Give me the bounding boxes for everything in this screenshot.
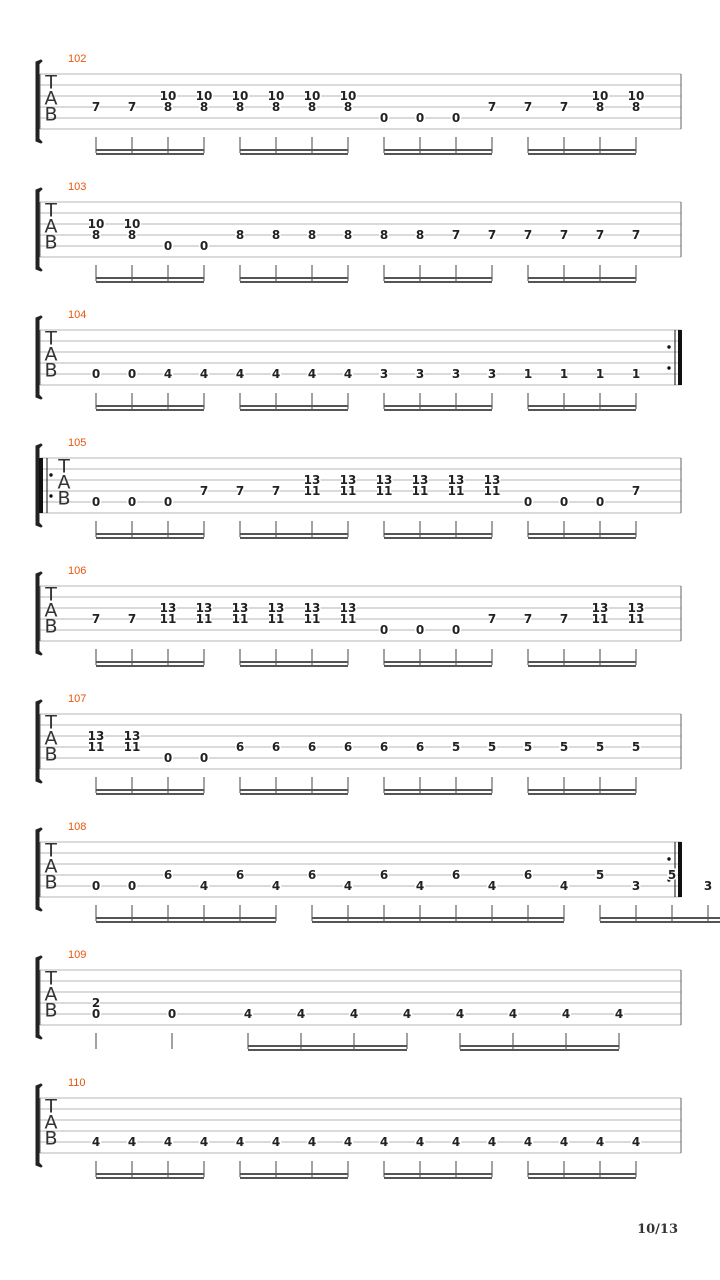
fret-number: 11 (411, 484, 429, 498)
fret-number: 7 (595, 228, 605, 242)
system-bracket (36, 188, 42, 271)
fret-number: 10 (123, 217, 141, 231)
measure-number: 103 (68, 181, 87, 193)
measure-number: 104 (68, 309, 87, 321)
fret-number: 10 (339, 89, 357, 103)
fret-number: 11 (303, 612, 321, 626)
fret-number: 7 (487, 100, 497, 114)
beam (96, 789, 204, 791)
measure-number: 106 (68, 565, 87, 577)
beam (384, 789, 492, 791)
measure-number: 105 (68, 437, 87, 449)
beam (96, 1173, 204, 1175)
fret-number: 0 (595, 495, 605, 509)
beam (96, 153, 204, 155)
system-bracket (36, 60, 42, 143)
beam (384, 533, 492, 535)
fret-number: 8 (235, 228, 245, 242)
beam (240, 409, 348, 411)
beam (384, 1177, 492, 1179)
fret-number: 13 (339, 473, 357, 487)
fret-number: 4 (243, 1007, 253, 1021)
fret-number: 11 (195, 612, 213, 626)
beam (240, 1177, 348, 1179)
fret-number: 13 (627, 601, 645, 615)
fret-number: 10 (303, 89, 321, 103)
tab-clef-letter: A (44, 343, 58, 366)
fret-number: 5 (667, 868, 677, 882)
system-bracket (36, 956, 42, 1039)
tab-system (36, 821, 720, 923)
fret-number: 7 (487, 228, 497, 242)
fret-number: 8 (631, 100, 641, 114)
fret-number: 4 (163, 367, 173, 381)
fret-number: 6 (415, 740, 425, 754)
beam (240, 149, 348, 151)
fret-number: 1 (595, 367, 605, 381)
beam (528, 537, 636, 539)
fret-number: 4 (415, 1135, 425, 1149)
fret-number: 13 (339, 601, 357, 615)
tab-clef-letter: T (45, 711, 57, 734)
fret-number: 3 (379, 367, 389, 381)
measure-number: 109 (68, 949, 87, 961)
fret-number: 8 (163, 100, 173, 114)
tab-clef-letter: B (44, 615, 58, 638)
beam (240, 537, 348, 539)
fret-number: 11 (375, 484, 393, 498)
repeat-dot (49, 494, 52, 497)
beam (384, 537, 492, 539)
tab-clef-letter: B (44, 871, 58, 894)
beam (528, 1177, 636, 1179)
fret-number: 4 (559, 879, 569, 893)
system-bracket (36, 316, 42, 399)
tab-system (36, 693, 681, 795)
fret-number: 0 (91, 495, 101, 509)
fret-number: 13 (411, 473, 429, 487)
tab-clef-letter: B (57, 487, 71, 510)
fret-number: 0 (451, 623, 461, 637)
fret-number: 8 (235, 100, 245, 114)
fret-number: 4 (307, 1135, 317, 1149)
fret-number: 4 (415, 879, 425, 893)
beam (600, 917, 720, 919)
repeat-end-thick-bar (678, 842, 682, 897)
beam (312, 921, 564, 923)
tab-system (36, 565, 681, 667)
fret-number: 6 (307, 740, 317, 754)
fret-number: 5 (595, 740, 605, 754)
tab-clef-letter: T (45, 1095, 57, 1118)
fret-number: 13 (483, 473, 501, 487)
fret-number: 8 (307, 228, 317, 242)
fret-number: 7 (631, 228, 641, 242)
fret-number: 8 (379, 228, 389, 242)
fret-number: 7 (523, 228, 533, 242)
fret-number: 4 (559, 1135, 569, 1149)
fret-number: 4 (127, 1135, 137, 1149)
beam (384, 405, 492, 407)
fret-number: 3 (631, 879, 641, 893)
measure-number: 107 (68, 693, 87, 705)
beam (96, 917, 276, 919)
tab-clef-letter: T (58, 455, 70, 478)
measure-number: 102 (68, 53, 87, 65)
fret-number: 7 (451, 228, 461, 242)
repeat-dot (667, 857, 670, 860)
fret-number: 10 (591, 89, 609, 103)
beam (240, 405, 348, 407)
beam (384, 281, 492, 283)
measure-number: 108 (68, 821, 87, 833)
fret-number: 4 (235, 367, 245, 381)
tab-clef-letter: A (57, 471, 71, 494)
fret-number: 4 (163, 1135, 173, 1149)
tab-clef-letter: T (45, 839, 57, 862)
tab-clef-letter: A (44, 1111, 58, 1134)
fret-number: 6 (523, 868, 533, 882)
fret-number: 7 (91, 612, 101, 626)
tab-system (36, 1077, 681, 1179)
beam (384, 149, 492, 151)
beam (96, 405, 204, 407)
beam (240, 661, 348, 663)
fret-number: 3 (703, 879, 713, 893)
fret-number: 6 (307, 868, 317, 882)
fret-number: 11 (483, 484, 501, 498)
fret-number: 10 (159, 89, 177, 103)
fret-number: 7 (199, 484, 209, 498)
repeat-dot (667, 345, 670, 348)
beam (528, 1173, 636, 1175)
fret-number: 13 (375, 473, 393, 487)
beam (384, 153, 492, 155)
fret-number: 10 (195, 89, 213, 103)
tab-clef-letter: T (45, 967, 57, 990)
measure-number: 110 (68, 1077, 86, 1089)
beam (96, 277, 204, 279)
beam (528, 409, 636, 411)
fret-number: 0 (415, 623, 425, 637)
fret-number: 4 (487, 879, 497, 893)
tab-clef-letter: A (44, 727, 58, 750)
tab-clef-letter: A (44, 855, 58, 878)
fret-number: 13 (303, 473, 321, 487)
fret-number: 4 (349, 1007, 359, 1021)
beam (96, 665, 204, 667)
fret-number: 0 (163, 239, 173, 253)
fret-number: 7 (559, 100, 569, 114)
beam (528, 665, 636, 667)
fret-number: 0 (91, 1007, 101, 1021)
repeat-end-thick-bar (678, 330, 682, 385)
beam (528, 405, 636, 407)
fret-number: 4 (271, 367, 281, 381)
fret-number: 8 (91, 228, 101, 242)
beam (384, 793, 492, 795)
fret-number: 10 (627, 89, 645, 103)
system-bracket (36, 1084, 42, 1167)
fret-number: 6 (163, 868, 173, 882)
fret-number: 0 (379, 623, 389, 637)
beam (240, 665, 348, 667)
fret-number: 8 (127, 228, 137, 242)
tab-clef-letter: A (44, 215, 58, 238)
fret-number: 4 (343, 879, 353, 893)
fret-number: 6 (235, 868, 245, 882)
fret-number: 0 (199, 751, 209, 765)
fret-number: 4 (307, 367, 317, 381)
fret-number: 10 (231, 89, 249, 103)
tab-clef-letter: B (44, 743, 58, 766)
fret-number: 13 (87, 729, 105, 743)
repeat-start-thick-bar (39, 458, 43, 513)
beam (96, 149, 204, 151)
beam (96, 537, 204, 539)
fret-number: 5 (451, 740, 461, 754)
fret-number: 0 (379, 111, 389, 125)
beam (240, 789, 348, 791)
fret-number: 6 (379, 740, 389, 754)
fret-number: 7 (559, 228, 569, 242)
beam (600, 921, 720, 923)
beam (96, 921, 276, 923)
tab-clef-letter: T (45, 583, 57, 606)
fret-number: 6 (235, 740, 245, 754)
fret-number: 11 (591, 612, 609, 626)
fret-number: 6 (343, 740, 353, 754)
fret-number: 4 (455, 1007, 465, 1021)
page-number: 10/13 (637, 1222, 678, 1237)
beam (384, 665, 492, 667)
fret-number: 4 (271, 1135, 281, 1149)
fret-number: 11 (627, 612, 645, 626)
fret-number: 3 (415, 367, 425, 381)
fret-number: 0 (199, 239, 209, 253)
beam (460, 1045, 619, 1047)
fret-number: 11 (339, 612, 357, 626)
fret-number: 7 (487, 612, 497, 626)
fret-number: 4 (91, 1135, 101, 1149)
fret-number: 0 (451, 111, 461, 125)
fret-number: 13 (123, 729, 141, 743)
fret-number: 0 (523, 495, 533, 509)
fret-number: 5 (559, 740, 569, 754)
fret-number: 7 (271, 484, 281, 498)
fret-number: 10 (87, 217, 105, 231)
fret-number: 7 (559, 612, 569, 626)
fret-number: 11 (447, 484, 465, 498)
tab-system (36, 309, 682, 411)
fret-number: 4 (296, 1007, 306, 1021)
beam (240, 281, 348, 283)
tab-system (36, 181, 681, 283)
fret-number: 11 (159, 612, 177, 626)
tab-clef-letter: A (44, 599, 58, 622)
fret-number: 8 (415, 228, 425, 242)
fret-number: 4 (631, 1135, 641, 1149)
beam (240, 793, 348, 795)
tab-clef-letter: T (45, 199, 57, 222)
fret-number: 4 (508, 1007, 518, 1021)
fret-number: 13 (267, 601, 285, 615)
fret-number: 8 (271, 100, 281, 114)
fret-number: 4 (235, 1135, 245, 1149)
beam (384, 661, 492, 663)
fret-number: 13 (159, 601, 177, 615)
fret-number: 5 (487, 740, 497, 754)
fret-number: 13 (447, 473, 465, 487)
fret-number: 0 (127, 879, 137, 893)
fret-number: 0 (91, 879, 101, 893)
fret-number: 11 (267, 612, 285, 626)
fret-number: 4 (614, 1007, 624, 1021)
fret-number: 0 (559, 495, 569, 509)
tab-clef-letter: T (45, 327, 57, 350)
beam (384, 409, 492, 411)
fret-number: 7 (523, 100, 533, 114)
fret-number: 8 (271, 228, 281, 242)
tab-clef-letter: B (44, 1127, 58, 1150)
fret-number: 11 (123, 740, 141, 754)
beam (96, 661, 204, 663)
beam (384, 1173, 492, 1175)
fret-number: 7 (631, 484, 641, 498)
beam (528, 149, 636, 151)
tab-clef-letter: B (44, 103, 58, 126)
fret-number: 4 (343, 367, 353, 381)
beam (240, 277, 348, 279)
fret-number: 3 (451, 367, 461, 381)
beam (240, 1173, 348, 1175)
fret-number: 7 (235, 484, 245, 498)
fret-number: 6 (271, 740, 281, 754)
beam (528, 793, 636, 795)
fret-number: 7 (91, 100, 101, 114)
fret-number: 1 (523, 367, 533, 381)
system-bracket (36, 572, 42, 655)
fret-number: 13 (303, 601, 321, 615)
fret-number: 4 (402, 1007, 412, 1021)
fret-number: 0 (167, 1007, 177, 1021)
fret-number: 4 (199, 1135, 209, 1149)
fret-number: 7 (523, 612, 533, 626)
fret-number: 7 (127, 100, 137, 114)
tab-system (36, 437, 681, 539)
repeat-dot (667, 366, 670, 369)
fret-number: 11 (231, 612, 249, 626)
beam (528, 661, 636, 663)
beam (96, 533, 204, 535)
fret-number: 13 (195, 601, 213, 615)
fret-number: 1 (631, 367, 641, 381)
beam (248, 1045, 407, 1047)
fret-number: 0 (91, 367, 101, 381)
beam (528, 533, 636, 535)
fret-number: 10 (267, 89, 285, 103)
tab-system (36, 53, 681, 155)
system-bracket (36, 700, 42, 783)
beam (96, 409, 204, 411)
fret-number: 5 (523, 740, 533, 754)
fret-number: 6 (379, 868, 389, 882)
tab-clef-letter: B (44, 231, 58, 254)
fret-number: 0 (415, 111, 425, 125)
beam (528, 281, 636, 283)
beam (312, 917, 564, 919)
fret-number: 4 (451, 1135, 461, 1149)
tab-clef-letter: A (44, 87, 58, 110)
tab-clef-letter: A (44, 983, 58, 1006)
fret-number: 4 (199, 367, 209, 381)
fret-number: 4 (487, 1135, 497, 1149)
tab-clef-letter: T (45, 71, 57, 94)
fret-number: 0 (127, 367, 137, 381)
fret-number: 5 (595, 868, 605, 882)
beam (96, 1177, 204, 1179)
fret-number: 11 (303, 484, 321, 498)
tab-clef-letter: B (44, 359, 58, 382)
beam (384, 277, 492, 279)
fret-number: 13 (231, 601, 249, 615)
beam (96, 793, 204, 795)
system-bracket (36, 828, 42, 911)
fret-number: 13 (591, 601, 609, 615)
fret-number: 4 (271, 879, 281, 893)
beam (528, 789, 636, 791)
fret-number: 0 (163, 495, 173, 509)
fret-number: 0 (127, 495, 137, 509)
fret-number: 8 (307, 100, 317, 114)
tab-clef-letter: B (44, 999, 58, 1022)
beam (96, 281, 204, 283)
fret-number: 2 (91, 996, 101, 1010)
fret-number: 8 (595, 100, 605, 114)
fret-number: 8 (199, 100, 209, 114)
beam (528, 277, 636, 279)
fret-number: 4 (561, 1007, 571, 1021)
fret-number: 4 (523, 1135, 533, 1149)
fret-number: 4 (379, 1135, 389, 1149)
fret-number: 0 (163, 751, 173, 765)
fret-number: 11 (87, 740, 105, 754)
fret-number: 4 (199, 879, 209, 893)
beam (528, 153, 636, 155)
fret-number: 6 (451, 868, 461, 882)
tab-system (36, 949, 681, 1051)
beam (460, 1049, 619, 1051)
repeat-dot (49, 473, 52, 476)
fret-number: 11 (339, 484, 357, 498)
fret-number: 1 (559, 367, 569, 381)
beam (248, 1049, 407, 1051)
fret-number: 4 (595, 1135, 605, 1149)
fret-number: 5 (631, 740, 641, 754)
fret-number: 8 (343, 100, 353, 114)
fret-number: 8 (343, 228, 353, 242)
fret-number: 7 (127, 612, 137, 626)
fret-number: 3 (487, 367, 497, 381)
beam (240, 533, 348, 535)
beam (240, 153, 348, 155)
fret-number: 4 (343, 1135, 353, 1149)
